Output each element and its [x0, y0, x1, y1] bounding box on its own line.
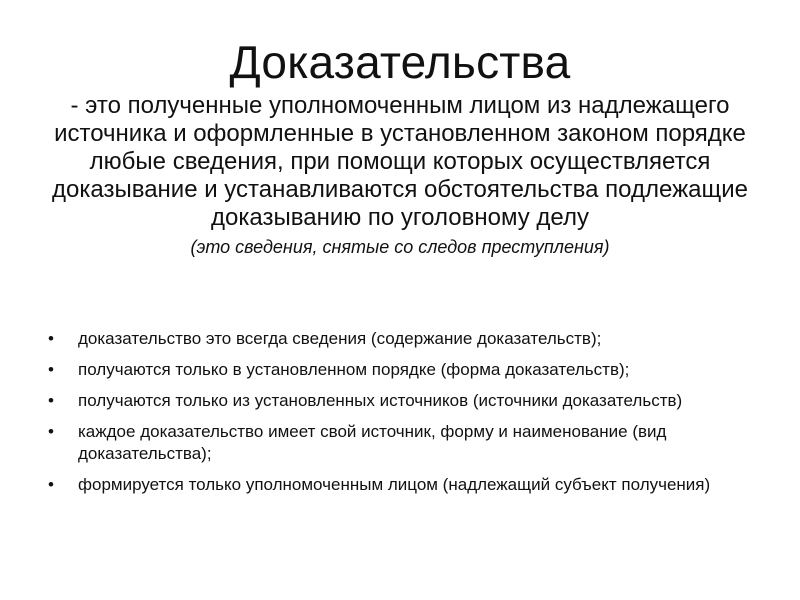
- bullet-list: [48, 328, 738, 505]
- slide-title: Доказательства: [229, 36, 571, 88]
- list-item: [48, 421, 738, 465]
- title-block: [30, 34, 770, 258]
- list-item: [48, 474, 738, 496]
- bullet-icon: •: [48, 391, 54, 410]
- list-item: [48, 328, 738, 350]
- bullet-icon: •: [48, 329, 54, 348]
- list-item-text: каждое доказательство имеет свой источник, форму и наименование (вид доказательства);: [78, 422, 667, 463]
- list-item-text: доказательство это всегда сведения (содержание доказательств);: [78, 329, 602, 348]
- italic-note: (это сведения, снятые со следов преступления): [190, 237, 610, 257]
- list-item-text: формируется только уполномоченным лицом (надлежащий субъект получения): [78, 475, 711, 494]
- list-item: [48, 390, 738, 412]
- list-item-text: получаются только в установленном порядке (форма доказательств);: [78, 360, 630, 379]
- bullet-icon: •: [48, 475, 54, 494]
- definition-text: - это полученные уполномоченным лицом из надлежащего источника и оформленные в установленном законом порядке любые сведения, при помощи которых осуществляется доказывание и устанавливаются обстоятельства подлежащие доказыванию по уголовному делу: [52, 92, 748, 231]
- bullet-icon: •: [48, 422, 54, 441]
- bullet-icon: •: [48, 360, 54, 379]
- list-item-text: получаются только из установленных источников (источники доказательств): [78, 391, 683, 410]
- list-item: [48, 359, 738, 381]
